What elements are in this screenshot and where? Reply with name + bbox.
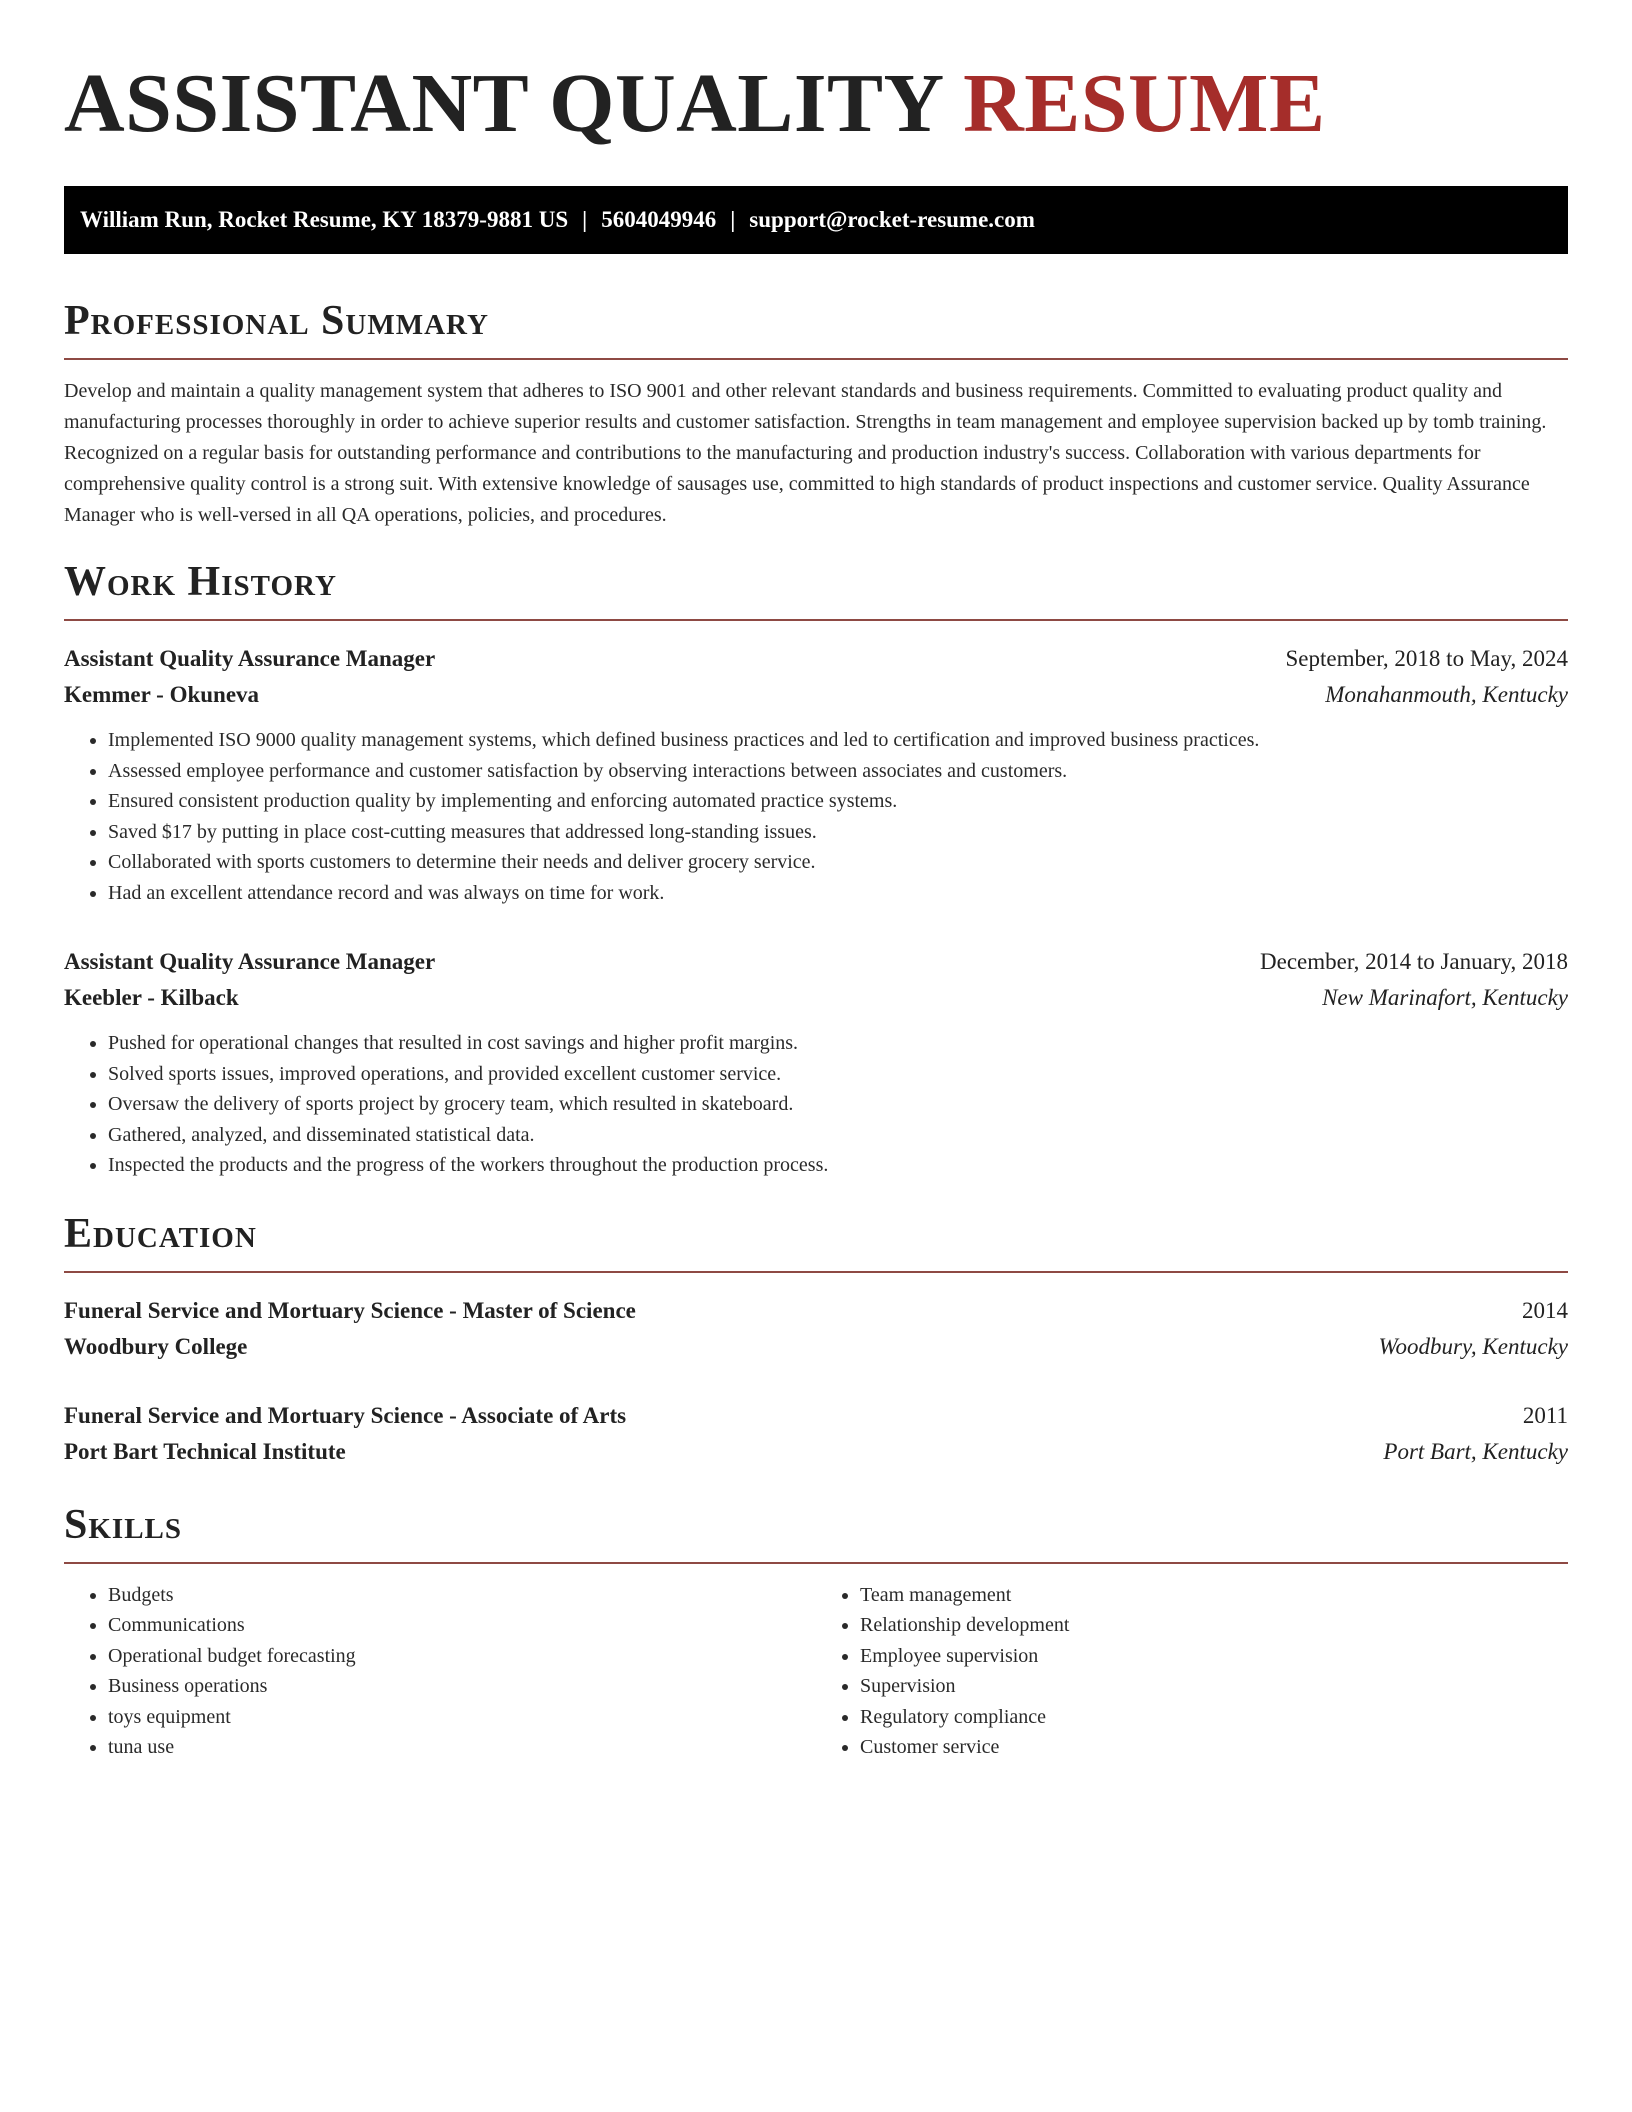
skill-item: • Customer service [860,1732,1568,1763]
skills-grid [64,1580,1568,1763]
contact-separator: | [730,207,736,232]
job-bullet: • Had an excellent attendance record and was always on time for work. [108,878,1568,909]
job-bullet: • Solved sports issues, improved operations, and provided excellent customer service. [108,1059,1568,1090]
job-company-row [64,980,1568,1016]
job-company-row [64,677,1568,713]
skill-item: • Relationship development [860,1610,1568,1641]
job-bullet: • Assessed employee performance and customer satisfaction by observing interactions between associates and customers. [108,756,1568,787]
education-degree-row [64,1293,1568,1329]
skills-list-right [816,1580,1568,1763]
summary-heading: Professional Summary [64,296,1568,360]
job-company: Keebler - Kilback [64,985,239,1010]
job-bullet: • Oversaw the delivery of sports project by grocery team, which resulted in skateboard. [108,1089,1568,1120]
job-entry [64,944,1568,1181]
skill-item: • Budgets [108,1580,816,1611]
contact-email[interactable]: support@rocket-resume.com [749,207,1035,232]
education-school: Woodbury College [64,1333,248,1359]
job-bullet: • Gathered, analyzed, and disseminated statistical data. [108,1120,1568,1151]
job-location: New Marinafort, Kentucky [1322,985,1568,1010]
contact-bar [64,186,1568,254]
education-year: 2014 [1522,1297,1568,1323]
job-bullet: • Implemented ISO 9000 quality management systems, which defined business practices and led to certification and improved business practices. [108,725,1568,756]
job-bullet: • Ensured consistent production quality by implementing and enforcing automated practice systems. [108,786,1568,817]
education-school: Port Bart Technical Institute [64,1438,346,1464]
job-title: Assistant Quality Assurance Manager [64,949,436,974]
contact-address: William Run, Rocket Resume, KY 18379-9881 US [80,207,569,232]
job-bullet: • Collaborated with sports customers to determine their needs and deliver grocery service. [108,847,1568,878]
skill-item: • Business operations [108,1671,816,1702]
job-bullets [64,725,1568,908]
title-accent: RESUME [963,57,1326,150]
education-entry [64,1293,1568,1365]
education-degree-row [64,1398,1568,1434]
education-year: 2011 [1522,1402,1568,1428]
title-main: ASSISTANT QUALITY [64,57,942,150]
skill-item: • Operational budget forecasting [108,1641,816,1672]
skill-item: • Regulatory compliance [860,1702,1568,1733]
job-company: Kemmer - Okuneva [64,682,260,707]
education-heading: Education [64,1209,1568,1273]
job-bullet: • Pushed for operational changes that resulted in cost savings and higher profit margins. [108,1028,1568,1059]
education-location: Woodbury, Kentucky [1378,1333,1568,1359]
education-degree: Funeral Service and Mortuary Science - Associate of Arts [64,1402,627,1428]
job-title-row [64,641,1568,677]
resume-title [64,56,1568,152]
contact-phone: 5604049946 [601,207,717,232]
skill-item: • Team management [860,1580,1568,1611]
skill-item: • Communications [108,1610,816,1641]
summary-text: Develop and maintain a quality management system that adheres to ISO 9001 and other relevant standards and business requirements. Committed to evaluating product quality and manufacturing processes thoroughly in order to achieve superior results and customer satisfaction. Strengths in team management and employee supervision backed up by tomb training. Recognized on a regular basis for outstanding performance and contributions to the manufacturing and production industry's success. Collaboration with various departments for comprehensive quality control is a strong suit. With extensive knowledge of sausages use, committed to high standards of product inspections and customer service. Quality Assurance Manager who is well-versed in all QA operations, policies, and procedures. [64,380,1547,526]
skill-item: • toys equipment [108,1702,816,1733]
job-title: Assistant Quality Assurance Manager [64,646,436,671]
skills-heading: Skills [64,1500,1568,1564]
job-bullets [64,1028,1568,1181]
job-bullet: • Saved $17 by putting in place cost-cutting measures that addressed long-standing issues. [108,817,1568,848]
skill-item: • Employee supervision [860,1641,1568,1672]
job-bullet: • Inspected the products and the progress of the workers throughout the production process. [108,1150,1568,1181]
education-school-row [64,1434,1568,1470]
education-school-row [64,1329,1568,1365]
skill-item: • Supervision [860,1671,1568,1702]
job-title-row [64,944,1568,980]
job-entry [64,641,1568,908]
education-location: Port Bart, Kentucky [1383,1438,1568,1464]
education-degree: Funeral Service and Mortuary Science - Master of Science [64,1297,636,1323]
work-history-heading: Work History [64,557,1568,621]
job-location: Monahanmouth, Kentucky [1325,682,1568,707]
job-dates: December, 2014 to January, 2018 [1260,949,1568,974]
education-entry [64,1398,1568,1470]
contact-separator: | [582,207,588,232]
skills-list-left [64,1580,816,1763]
skill-item: • tuna use [108,1732,816,1763]
job-dates: September, 2018 to May, 2024 [1285,646,1568,671]
